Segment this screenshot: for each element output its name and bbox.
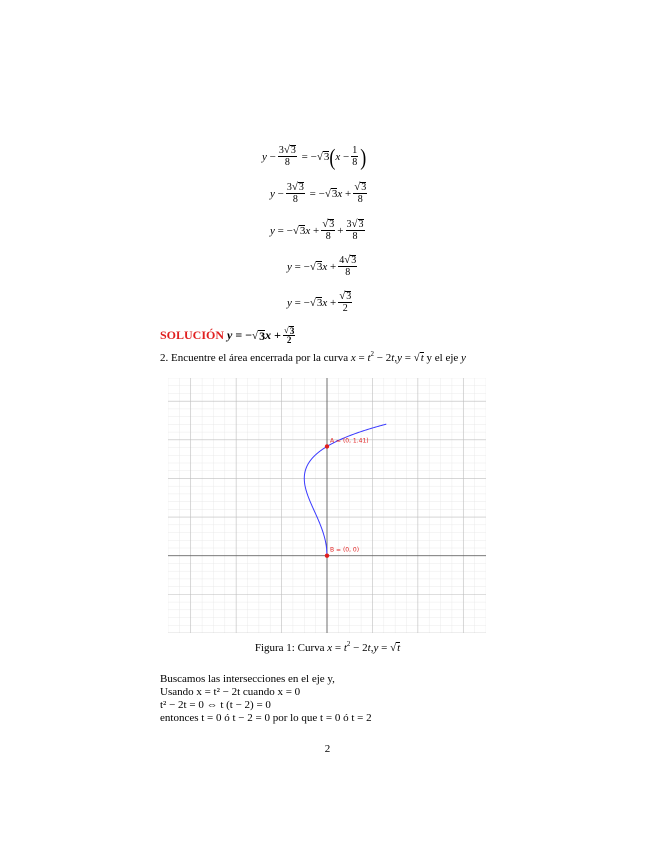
equation-4: y = − √ 3 x + 4 √ 3 8	[287, 254, 357, 278]
fraction: 3 √ 3 8	[346, 218, 364, 242]
fraction: √ 3 2	[283, 325, 295, 345]
fraction: $\frac{1}{8}$	[352, 145, 358, 168]
body-line-2: Usando x = t² − 2t cuando x = 0	[160, 686, 301, 698]
solution-line: SOLUCIÓN y = − √ 3 x + √ 3 2	[160, 325, 295, 345]
radicand: 3	[290, 145, 296, 156]
var: y	[262, 150, 267, 163]
point-b	[325, 554, 329, 558]
point-b-label: B = (0, 0)	[330, 546, 360, 554]
equation-1: y − 3 √ 3 8 = − √ 3 ( x − $\frac{1}{8}$ )	[262, 143, 367, 170]
body-line-1: Buscamos las intersecciones en el eje y,	[160, 673, 335, 685]
problem-statement: 2. Encuentre el área encerrada por la curva $x = t^2 - 2t,y$ = √ t y el eje y	[160, 350, 466, 364]
axes	[168, 378, 486, 633]
point-a-label: A = (0, 1.41)	[330, 437, 369, 445]
sign: −	[310, 150, 317, 163]
radicand: 3	[323, 150, 330, 163]
equation-5: y = − √ 3 x + √ 3 2	[287, 290, 352, 314]
var: y	[270, 187, 275, 200]
page-number: 2	[324, 743, 331, 755]
op: −	[277, 187, 284, 200]
body-line-4: entonces t = 0 ó t − 2 = 0 por lo que t = 0 ó t = 2	[160, 712, 372, 724]
fraction: 3 √ 3 8	[286, 181, 304, 205]
fraction: √ 3 2	[339, 290, 352, 314]
denominator: 8	[284, 157, 290, 168]
parametric-curve-graph	[168, 378, 486, 633]
fraction: √ 3 8	[322, 218, 335, 242]
var: x	[335, 150, 341, 163]
equation-2: y − 3 √ 3 8 = − √ 3 x + √ 3 8	[270, 181, 367, 205]
solution-label: SOLUCIÓN	[160, 328, 225, 342]
coef: 3	[278, 145, 284, 156]
equation-3: y = − √ 3 x + √ 3 8 + 3 √ 3 8	[270, 218, 364, 242]
body-line-3: t² − 2t = 0 ⇔ t (t − 2) = 0	[160, 699, 271, 711]
graph-svg	[168, 378, 486, 633]
fraction: 4 √ 3 8	[339, 254, 357, 278]
equals: =	[301, 150, 308, 163]
op: −	[343, 150, 350, 163]
equals: =	[309, 187, 316, 200]
fraction: √ 3 8	[354, 181, 367, 205]
point-a	[325, 444, 329, 448]
fraction: 3 √ 3 8	[278, 144, 296, 168]
op: −	[269, 150, 276, 163]
figure-caption: Figura 1: Curva $x = t^2 - 2t,y$ = √ t	[254, 640, 401, 654]
